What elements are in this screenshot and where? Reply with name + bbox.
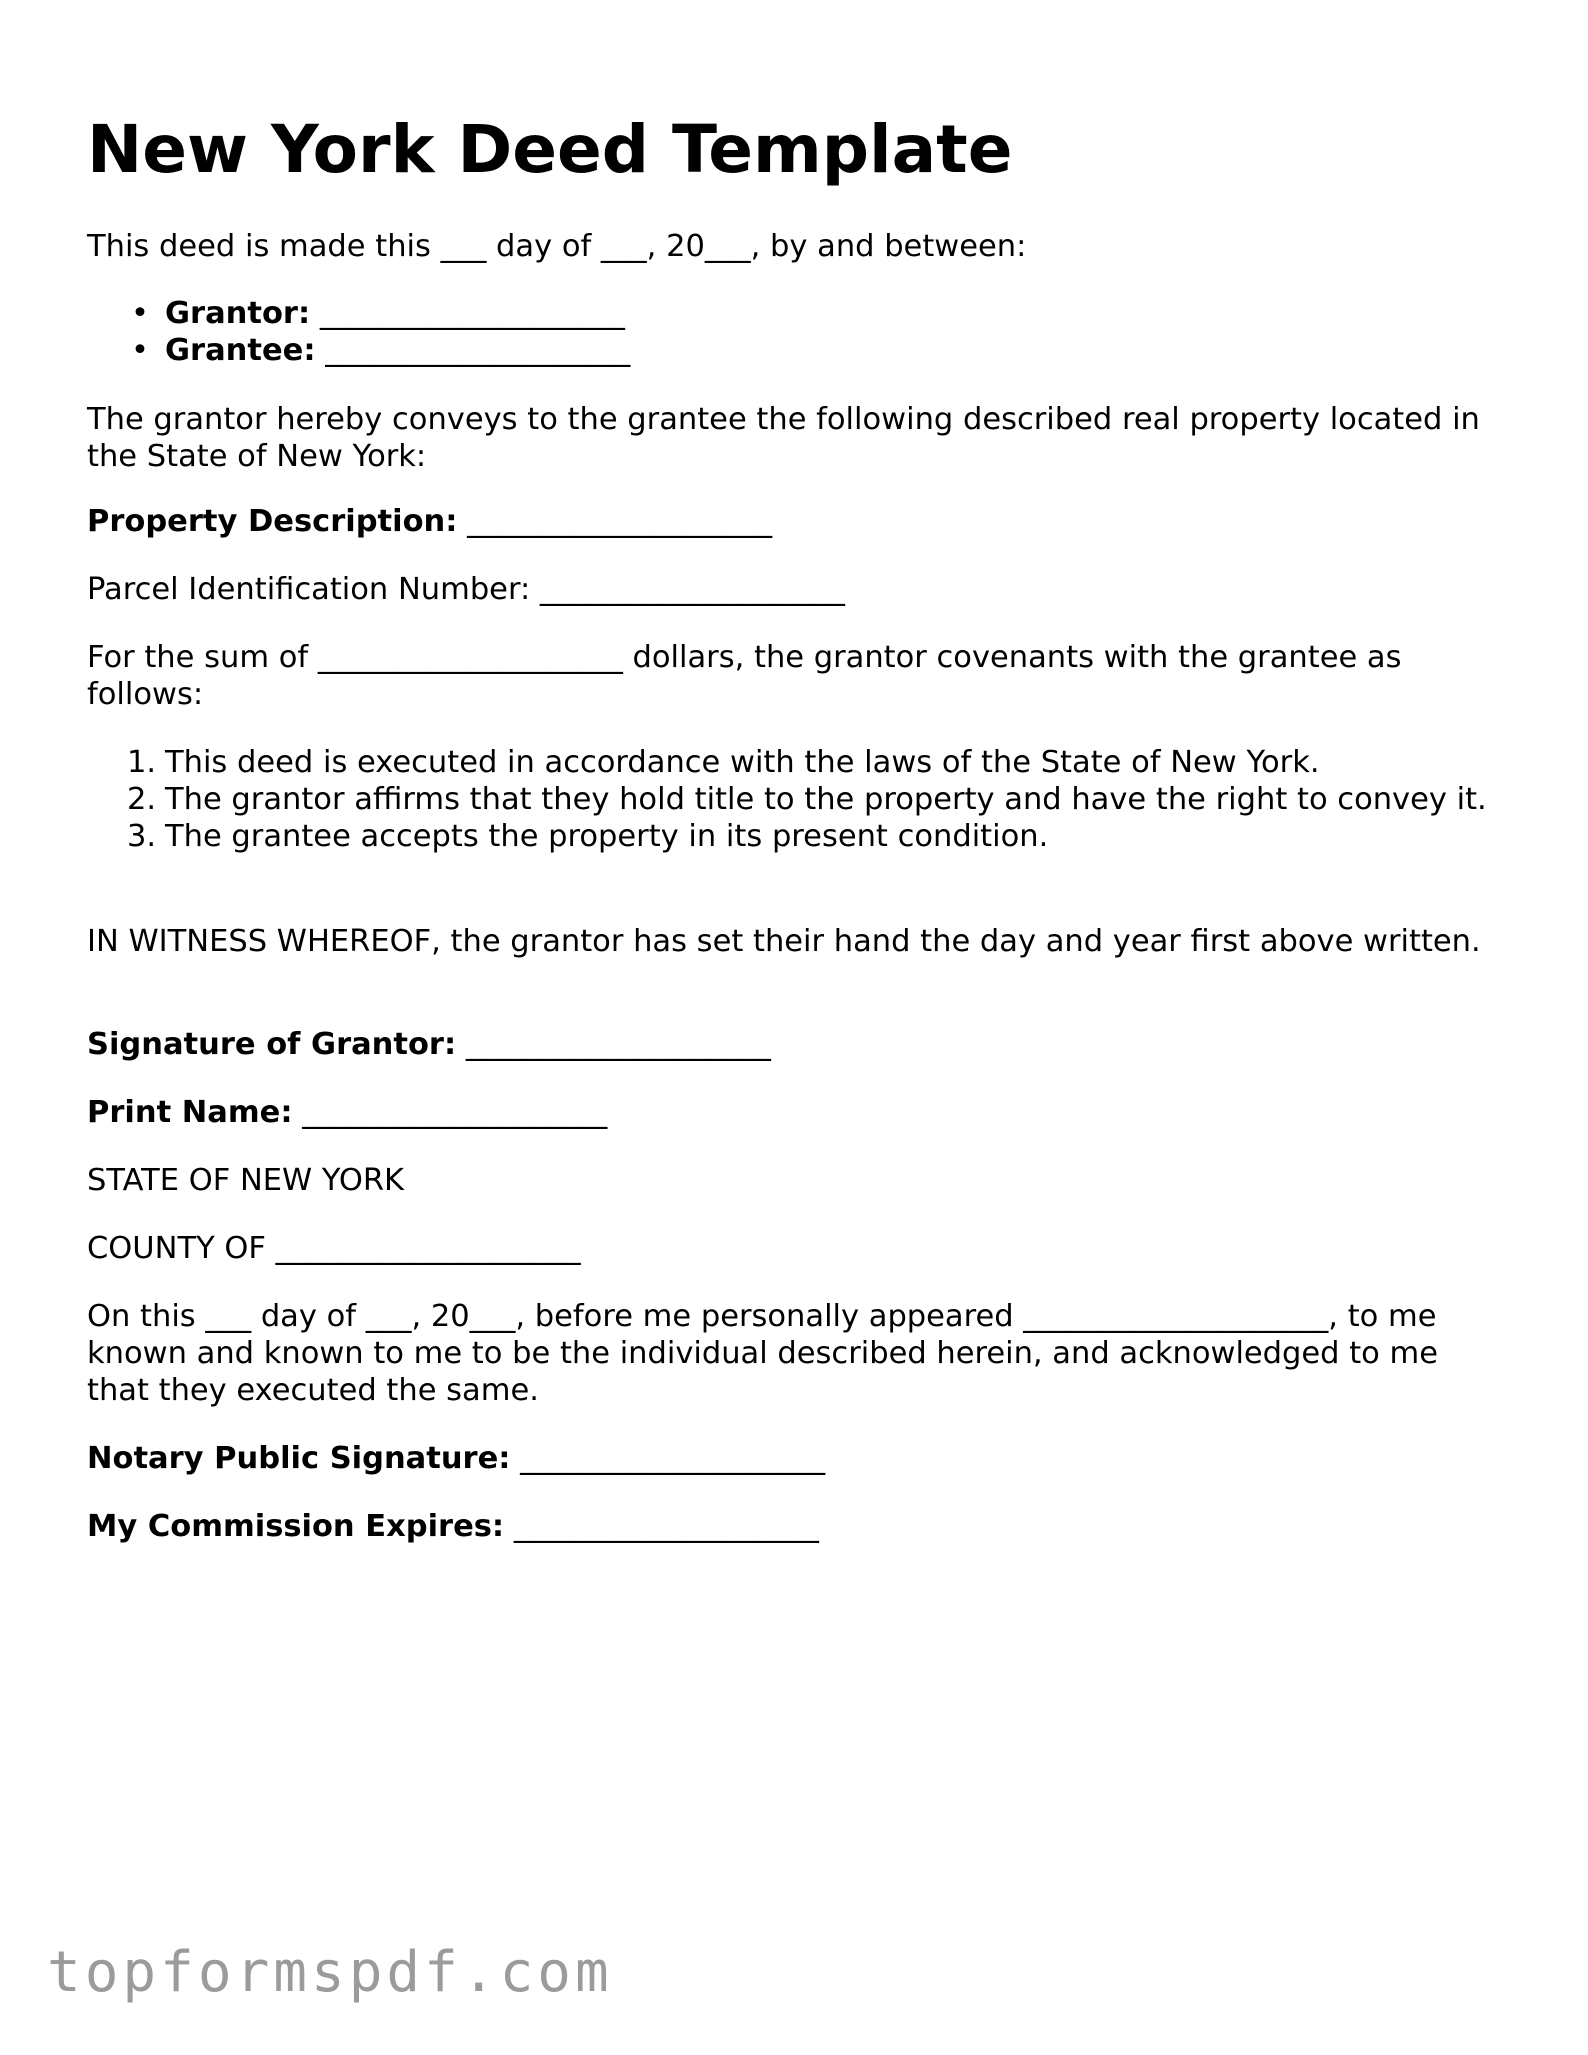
bullet-icon: • [131,333,149,368]
print-name-blank[interactable]: ____________________ [302,1095,608,1130]
list-number: 2. [127,782,157,817]
sum-paragraph: For the sum of ____________________ dollars, the grantor covenants with the grantee as follows: [87,640,1402,712]
notary-signature-blank[interactable]: ____________________ [520,1441,826,1476]
covenant-text: The grantee accepts the property in its present condition. [165,819,1049,854]
grantor-signature-line [87,1026,1507,1063]
covenants-list [87,744,1507,855]
commission-expires-blank[interactable]: ____________________ [513,1509,819,1544]
watermark: topformspdf.com [47,1940,613,2005]
grantor-signature-blank[interactable]: ____________________ [465,1027,771,1062]
parcel-id-line: Parcel Identification Number: ____________________ [87,572,845,607]
print-name-label: Print Name: [87,1095,293,1130]
grantee-blank[interactable]: ____________________ [325,333,631,368]
list-item [87,332,1507,369]
conveyance-paragraph: The grantor hereby conveys to the grantee the following described real property located in the State of New York: [87,402,1480,474]
bullet-icon: • [131,296,149,331]
property-description-label: Property Description: [87,504,458,539]
county-line: COUNTY OF ____________________ [87,1231,581,1266]
list-number: 3. [127,819,157,854]
parties-list [87,295,1507,369]
document-title: New York Deed Template [87,111,1013,188]
notary-signature-line [87,1440,1507,1477]
covenant-text: This deed is executed in accordance with the laws of the State of New York. [165,745,1320,780]
commission-expires-label: My Commission Expires: [87,1509,505,1544]
list-item [87,744,1507,781]
intro-paragraph: This deed is made this ___ day of ___, 20___, by and between: [87,229,1027,264]
grantor-blank[interactable]: ____________________ [319,296,625,331]
list-number: 1. [127,745,157,780]
acknowledgment-paragraph: On this ___ day of ___, 20___, before me personally appeared ____________________, to me known and known to me to be the individual described herein, and acknowledged to me that they executed the same. [87,1299,1439,1408]
property-description-line [87,503,1507,540]
print-name-line [87,1094,1507,1131]
commission-expires-line [87,1508,1507,1545]
list-item [87,818,1507,855]
witness-paragraph: IN WITNESS WHEREOF, the grantor has set their hand the day and year first above written. [87,924,1481,959]
notary-signature-label: Notary Public Signature: [87,1441,511,1476]
grantee-label: Grantee: [165,333,316,368]
grantor-label: Grantor: [165,296,311,331]
grantor-signature-label: Signature of Grantor: [87,1027,457,1062]
list-item [87,781,1507,818]
state-line: STATE OF NEW YORK [87,1163,405,1198]
list-item [87,295,1507,332]
covenant-text: The grantor affirms that they hold title to the property and have the right to convey it. [165,782,1487,817]
property-description-blank[interactable]: ____________________ [467,504,773,539]
